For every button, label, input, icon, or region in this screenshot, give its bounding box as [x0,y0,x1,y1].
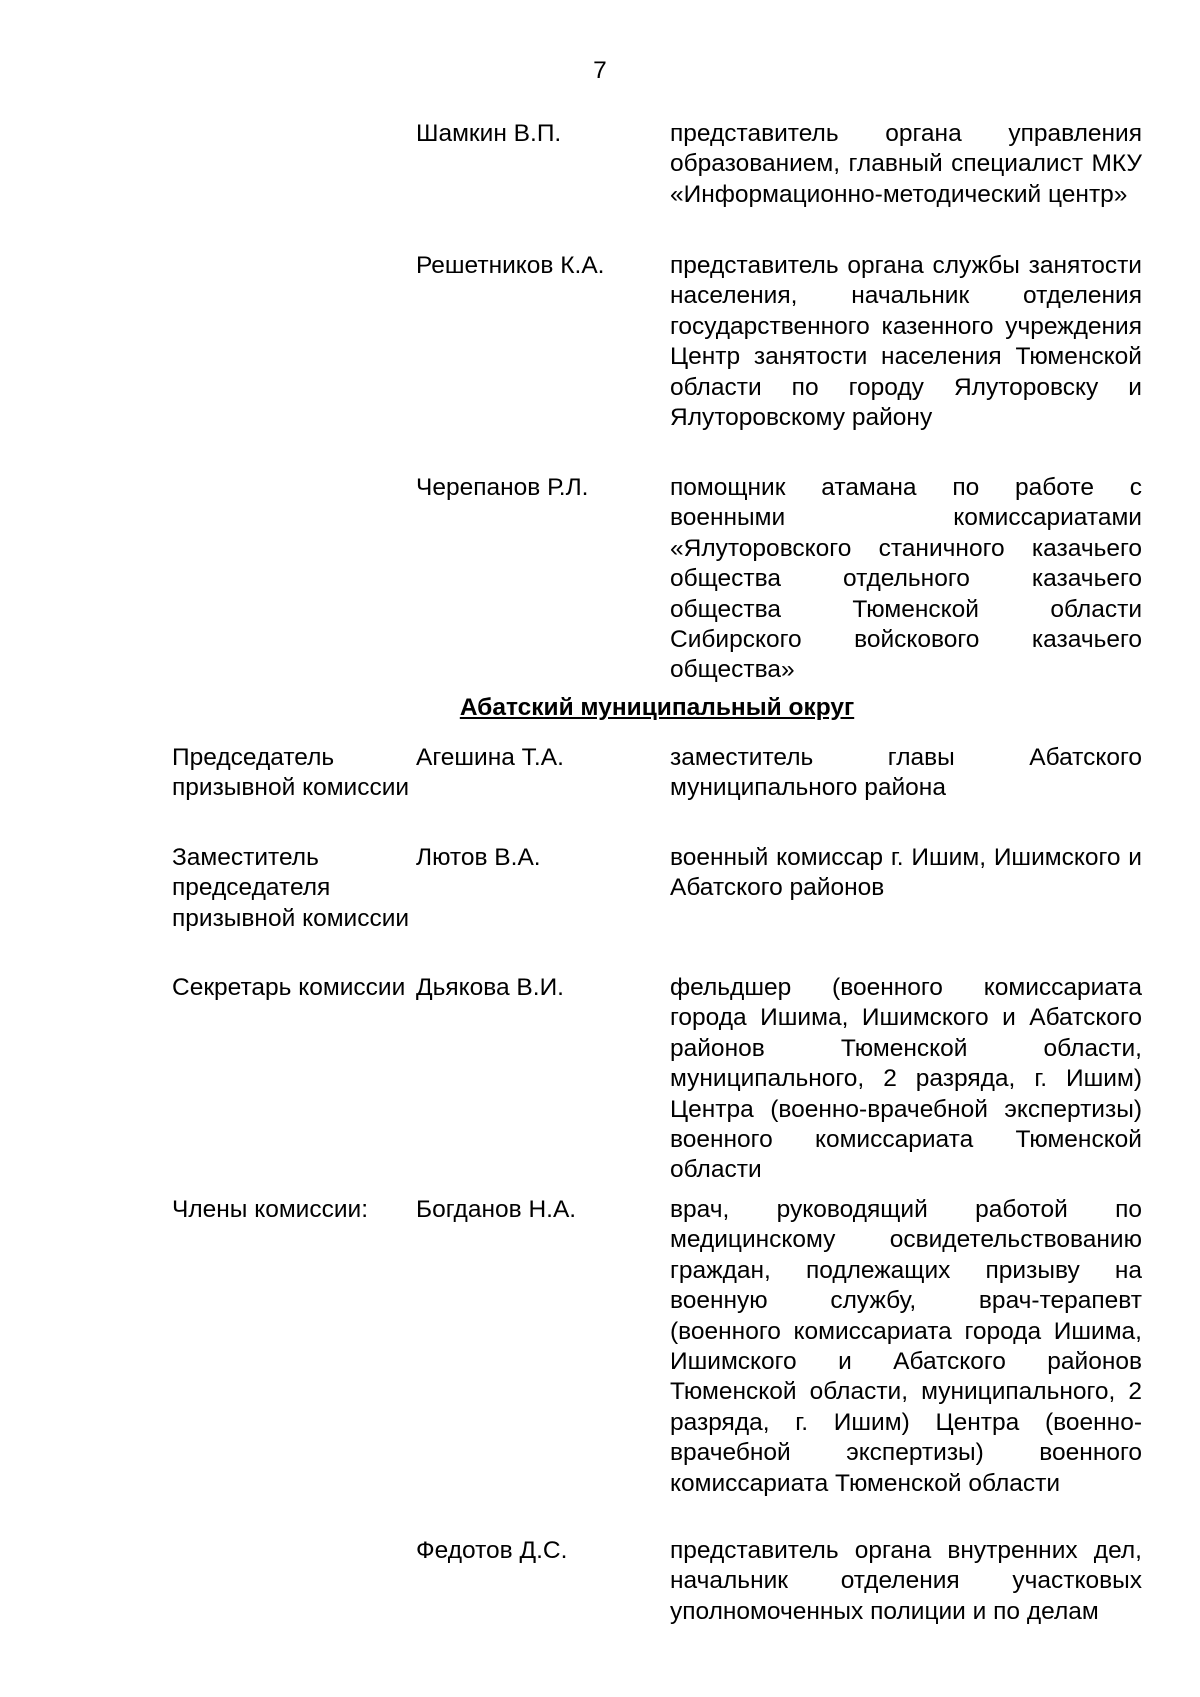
member-role: Секретарь комиссии [172,974,406,1001]
member-name: Дьякова В.И. [416,974,564,1001]
member-role: Члены комиссии: [172,1196,369,1223]
page-number: 7 [593,57,607,84]
member-name: Лютов В.А. [416,844,541,871]
member-description: представитель органа управления образованием, главный специалист МКУ «Информационно-методический центр» [670,120,1142,208]
member-description: врач, руководящий работой по медицинскому освидетельствованию граждан, подлежащих призыву на военную службу, врач-терапевт (военного комиссариата города Ишима, Ишимского и Абатского районов Тюменской области, муниципального, 2 разряда, г. Ишим) Центра (военно-врачебной экспертизы) военного комиссариата Тюменской области [670,1196,1142,1497]
member-role: Заместитель председателя призывной комиссии [172,844,410,932]
member-name: Богданов Н.А. [416,1196,577,1223]
member-name: Агешина Т.А. [416,744,564,771]
member-name: Федотов Д.С. [416,1537,568,1564]
member-description: военный комиссар г. Ишим, Ишимского и Абатского районов [670,844,1142,902]
member-description: помощник атамана по работе с военными комиссариатами «Ялуторовского станичного казачьего общества отдельного казачьего общества Тюменской области Сибирского войскового казачьего общества» [670,474,1142,684]
member-description: заместитель главы Абатского муниципального района [670,744,1142,802]
member-name: Решетников К.А. [416,252,605,279]
member-description: фельдшер (военного комиссариата города Ишима, Ишимского и Абатского районов Тюменской области, муниципального, 2 разряда, г. Ишим) Центра (военно-врачебной экспертизы) военного комиссариата Тюменской области [670,974,1142,1184]
member-name: Черепанов Р.Л. [416,474,589,501]
member-name: Шамкин В.П. [416,120,562,147]
member-role: Председатель призывной комиссии [172,744,410,802]
member-description: представитель органа внутренних дел, начальник отделения участковых уполномоченных полиции и по делам [670,1537,1142,1625]
section-heading: Абатский муниципальный округ [459,694,855,721]
member-description: представитель органа службы занятости населения, начальник отделения государственного казенного учреждения Центр занятости населения Тюменской области по городу Ялуторовску и Ялуторовскому району [670,252,1142,432]
